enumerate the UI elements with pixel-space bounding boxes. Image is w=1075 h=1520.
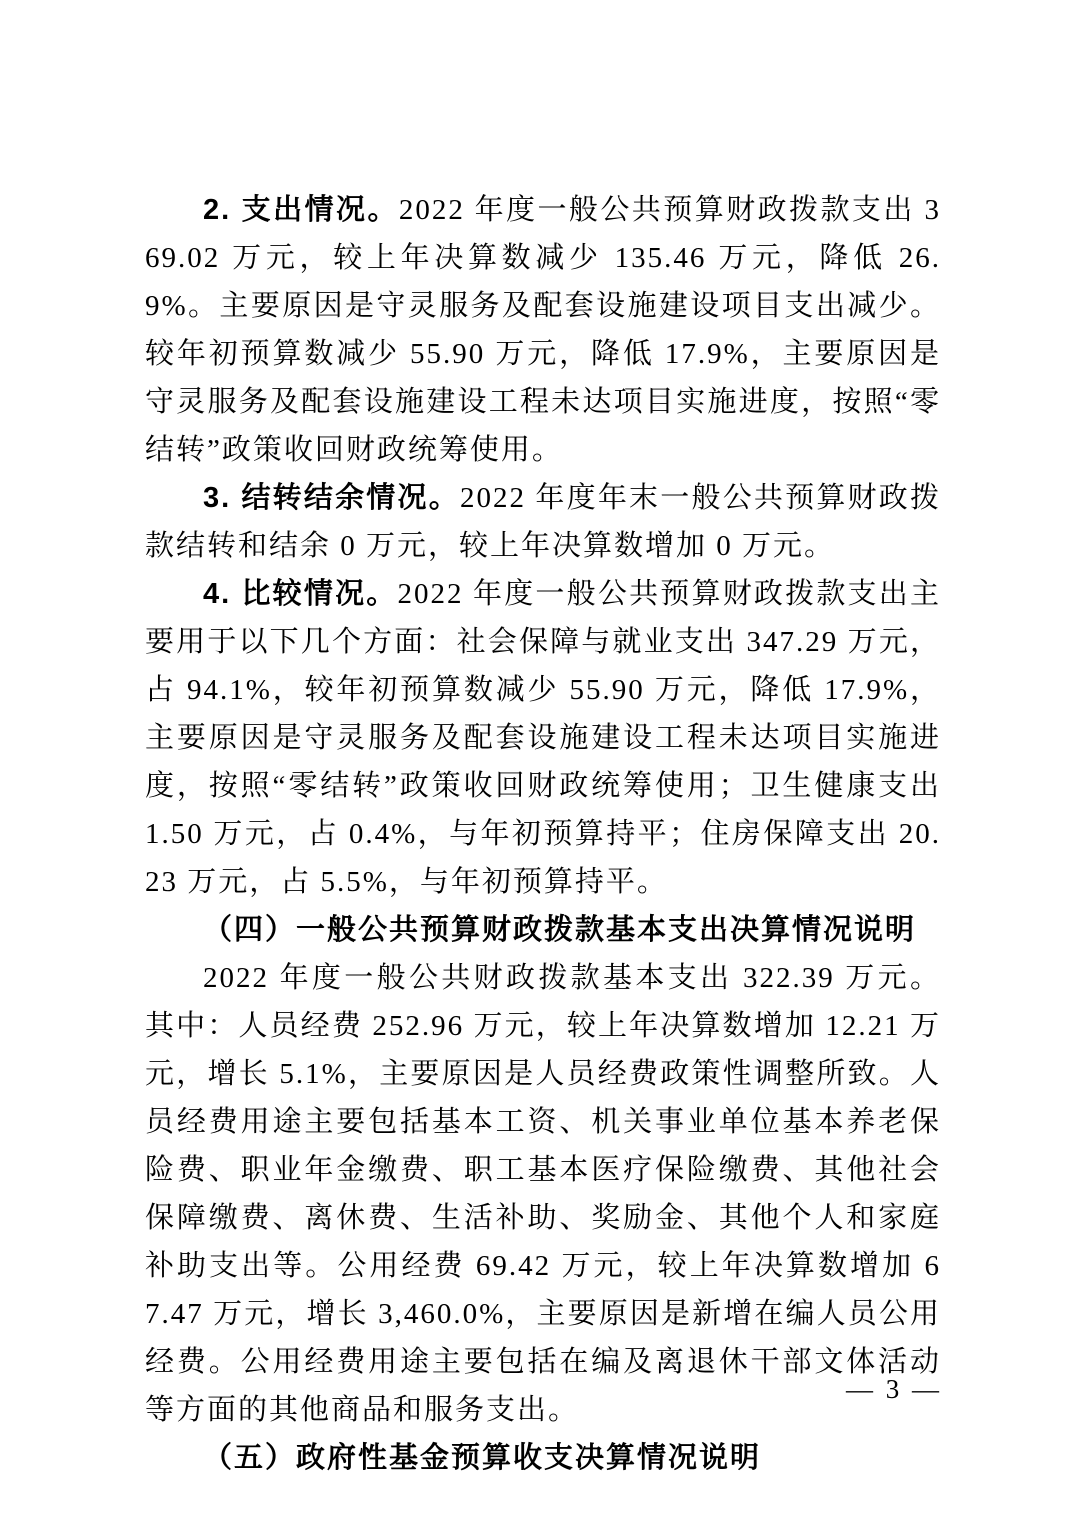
document-body bbox=[145, 186, 941, 1482]
page-number: — 3 — bbox=[846, 1374, 942, 1404]
subsection-heading-4: （四）一般公共预算财政拨款基本支出决算情况说明 bbox=[203, 914, 917, 946]
paragraph-basic-expenditure bbox=[145, 954, 941, 1434]
paragraph-comparison-text: 2022 年度一般公共预算财政拨款支出主要用于以下几个方面：社会保障与就业支出 347.29 万元，占 94.1%，较年初预算数减少 55.90 万元，降低 17.9%，主要原因是守灵服务及配套设施建设工程未达项目实施进度，按照“零结转”政策收回财政统筹使用；卫生健康支出 1.50 万元，占 0.4%，与年初预算持平；住房保障支出 20.23 万元，占 5.5%，与年初预算持平。 bbox=[145, 578, 941, 898]
subsection-heading-5: （五）政府性基金预算收支决算情况说明 bbox=[203, 1442, 762, 1474]
paragraph-comparison bbox=[145, 570, 941, 906]
paragraph-carryover-label: 3. 结转结余情况。 bbox=[203, 482, 460, 514]
paragraph-basic-expenditure-text: 2022 年度一般公共财政拨款基本支出 322.39 万元。其中：人员经费 252.96 万元，较上年决算数增加 12.21 万元，增长 5.1%，主要原因是人员经费政策性调整所致。人员经费用途主要包括基本工资、机关事业单位基本养老保险费、职业年金缴费、职工基本医疗保险缴费、其他社会保障缴费、离休费、生活补助、奖励金、其他个人和家庭补助支出等。公用经费 69.42 万元，较上年决算数增加 67.47 万元，增长 3,460.0%，主要原因是新增在编人员公用经费。公用经费用途主要包括在编及离退休干部文体活动等方面的其他商品和服务支出。 bbox=[145, 962, 941, 1426]
paragraph-expenditure-label: 2. 支出情况。 bbox=[203, 194, 399, 226]
paragraph-carryover bbox=[145, 474, 941, 570]
paragraph-expenditure-text: 2022 年度一般公共预算财政拨款支出 369.02 万元，较上年决算数减少 135.46 万元，降低 26.9%。主要原因是守灵服务及配套设施建设项目支出减少。较年初预算数减少 55.90 万元，降低 17.9%，主要原因是守灵服务及配套设施建设工程未达项目实施进度，按照“零结转”政策收回财政统筹使用。 bbox=[145, 194, 941, 466]
paragraph-carryover-text: 2022 年度年末一般公共预算财政拨款结转和结余 0 万元，较上年决算数增加 0 万元。 bbox=[145, 482, 941, 562]
paragraph-expenditure bbox=[145, 186, 941, 474]
paragraph-comparison-label: 4. 比较情况。 bbox=[203, 578, 398, 610]
